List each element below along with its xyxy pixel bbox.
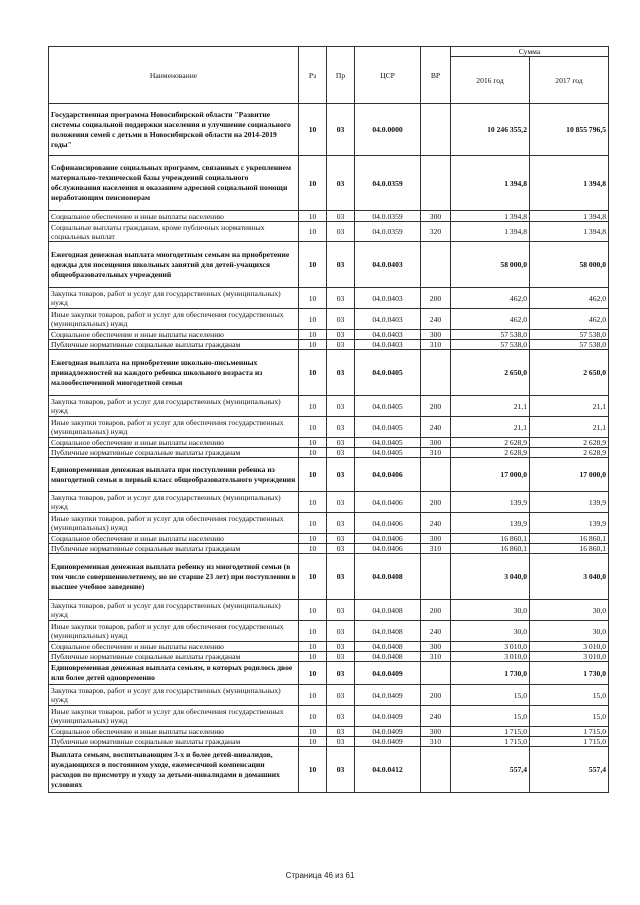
table-row — [49, 534, 609, 544]
row-pr: 03 — [327, 492, 355, 513]
row-rz: 10 — [299, 350, 327, 396]
row-sum-2017: 3 010,0 — [530, 642, 609, 652]
row-csr: 04.0.0406 — [355, 492, 421, 513]
row-pr: 03 — [327, 222, 355, 242]
row-name: Публичные нормативные социальные выплаты гражданам — [49, 340, 299, 350]
row-rz: 10 — [299, 685, 327, 706]
table-row — [49, 706, 609, 727]
table-row — [49, 396, 609, 417]
row-rz: 10 — [299, 600, 327, 621]
row-csr: 04.0.0409 — [355, 727, 421, 737]
row-sum-2016: 2 628,9 — [451, 438, 530, 448]
row-csr: 04.0.0406 — [355, 544, 421, 554]
row-name: Социальное обеспечение и иные выплаты населению — [49, 211, 299, 222]
row-sum-2016: 3 010,0 — [451, 642, 530, 652]
row-rz: 10 — [299, 309, 327, 330]
row-pr: 03 — [327, 642, 355, 652]
row-sum-2016: 21,1 — [451, 396, 530, 417]
row-sum-2016: 139,9 — [451, 492, 530, 513]
row-rz: 10 — [299, 156, 327, 211]
table-row — [49, 737, 609, 747]
row-csr: 04.0.0405 — [355, 448, 421, 458]
row-csr: 04.0.0359 — [355, 211, 421, 222]
table-row — [49, 438, 609, 448]
row-sum-2017: 1 394,8 — [530, 211, 609, 222]
row-name: Иные закупки товаров, работ и услуг для обеспечения государственных (муниципальных) нужд — [49, 621, 299, 642]
table-row — [49, 242, 609, 288]
row-name: Социальное обеспечение и иные выплаты населению — [49, 438, 299, 448]
row-sum-2016: 139,9 — [451, 513, 530, 534]
row-sum-2016: 16 860,1 — [451, 534, 530, 544]
row-sum-2017: 10 855 796,5 — [530, 104, 609, 156]
row-csr: 04.0.0405 — [355, 350, 421, 396]
row-rz: 10 — [299, 458, 327, 492]
table-row — [49, 458, 609, 492]
row-sum-2016: 16 860,1 — [451, 544, 530, 554]
row-vr: 200 — [421, 492, 451, 513]
row-sum-2017: 16 860,1 — [530, 534, 609, 544]
row-vr: 300 — [421, 211, 451, 222]
row-sum-2016: 2 628,9 — [451, 448, 530, 458]
row-csr: 04.0.0409 — [355, 685, 421, 706]
row-csr: 04.0.0409 — [355, 737, 421, 747]
table-row — [49, 662, 609, 685]
row-sum-2016: 30,0 — [451, 621, 530, 642]
table-row — [49, 554, 609, 600]
row-rz: 10 — [299, 288, 327, 309]
row-sum-2016: 1 394,8 — [451, 222, 530, 242]
row-pr: 03 — [327, 288, 355, 309]
row-vr: 240 — [421, 621, 451, 642]
row-vr: 310 — [421, 448, 451, 458]
row-rz: 10 — [299, 534, 327, 544]
row-name: Единовременная денежная выплата семьям, в которых родилось двое или более детей одновременно — [49, 662, 299, 685]
row-rz: 10 — [299, 448, 327, 458]
row-sum-2016: 1 394,8 — [451, 211, 530, 222]
row-sum-2017: 462,0 — [530, 309, 609, 330]
row-name: Иные закупки товаров, работ и услуг для обеспечения государственных (муниципальных) нужд — [49, 706, 299, 727]
row-sum-2016: 3 010,0 — [451, 652, 530, 662]
header-sum: Сумма — [451, 47, 609, 57]
row-sum-2016: 15,0 — [451, 706, 530, 727]
row-name: Публичные нормативные социальные выплаты гражданам — [49, 652, 299, 662]
row-sum-2017: 57 538,0 — [530, 340, 609, 350]
row-rz: 10 — [299, 330, 327, 340]
row-vr: 300 — [421, 438, 451, 448]
table-row — [49, 685, 609, 706]
row-name: Выплата семьям, воспитывающим 3-х и более детей-инвалидов, нуждающихся в постоянном уходе, ежемесячной компенсации расходов по присмотру и уходу за детьми-инвалидами в домашних условиях — [49, 747, 299, 793]
budget-table — [48, 46, 609, 793]
row-name: Закупка товаров, работ и услуг для государственных (муниципальных) нужд — [49, 685, 299, 706]
table-row — [49, 211, 609, 222]
row-sum-2017: 3 040,0 — [530, 554, 609, 600]
row-pr: 03 — [327, 621, 355, 642]
row-name: Публичные нормативные социальные выплаты гражданам — [49, 448, 299, 458]
row-sum-2017: 3 010,0 — [530, 652, 609, 662]
table-row — [49, 288, 609, 309]
row-sum-2017: 58 000,0 — [530, 242, 609, 288]
row-csr: 04.0.0409 — [355, 706, 421, 727]
row-pr: 03 — [327, 156, 355, 211]
row-vr — [421, 662, 451, 685]
row-sum-2017: 139,9 — [530, 513, 609, 534]
row-name: Государственная программа Новосибирской области "Развитие системы социальной поддержки населения и улучшение социального положения семей с детьми в Новосибирской области на 2014-2019 годы" — [49, 104, 299, 156]
row-pr: 03 — [327, 544, 355, 554]
row-pr: 03 — [327, 438, 355, 448]
row-vr: 320 — [421, 222, 451, 242]
row-vr: 310 — [421, 652, 451, 662]
row-sum-2017: 1 715,0 — [530, 727, 609, 737]
row-sum-2016: 2 650,0 — [451, 350, 530, 396]
row-csr: 04.0.0405 — [355, 438, 421, 448]
row-sum-2016: 30,0 — [451, 600, 530, 621]
row-csr: 04.0.0412 — [355, 747, 421, 793]
row-vr: 310 — [421, 737, 451, 747]
row-pr: 03 — [327, 534, 355, 544]
row-pr: 03 — [327, 727, 355, 737]
table-header-row-1 — [49, 47, 609, 57]
row-rz: 10 — [299, 554, 327, 600]
header-vr: ВР — [421, 47, 451, 104]
row-csr: 04.0.0406 — [355, 534, 421, 544]
row-vr — [421, 350, 451, 396]
row-pr: 03 — [327, 554, 355, 600]
table-row — [49, 156, 609, 211]
row-vr — [421, 242, 451, 288]
row-pr: 03 — [327, 104, 355, 156]
row-csr: 04.0.0408 — [355, 621, 421, 642]
header-csr: ЦСР — [355, 47, 421, 104]
row-sum-2016: 1 394,8 — [451, 156, 530, 211]
row-sum-2016: 1 730,0 — [451, 662, 530, 685]
document-page — [48, 46, 608, 793]
row-vr: 300 — [421, 534, 451, 544]
row-sum-2017: 15,0 — [530, 706, 609, 727]
row-pr: 03 — [327, 350, 355, 396]
row-name: Социальное обеспечение и иные выплаты населению — [49, 330, 299, 340]
row-sum-2017: 1 715,0 — [530, 737, 609, 747]
row-sum-2017: 1 394,8 — [530, 156, 609, 211]
row-vr — [421, 747, 451, 793]
row-name: Иные закупки товаров, работ и услуг для обеспечения государственных (муниципальных) нужд — [49, 417, 299, 438]
row-pr: 03 — [327, 309, 355, 330]
row-name: Иные закупки товаров, работ и услуг для обеспечения государственных (муниципальных) нужд — [49, 513, 299, 534]
table-row — [49, 621, 609, 642]
row-name: Закупка товаров, работ и услуг для государственных (муниципальных) нужд — [49, 600, 299, 621]
row-csr: 04.0.0408 — [355, 642, 421, 652]
row-csr: 04.0.0359 — [355, 222, 421, 242]
row-csr: 04.0.0000 — [355, 104, 421, 156]
row-sum-2017: 2 650,0 — [530, 350, 609, 396]
row-sum-2017: 2 628,9 — [530, 438, 609, 448]
table-row — [49, 492, 609, 513]
row-sum-2016: 1 715,0 — [451, 727, 530, 737]
row-csr: 04.0.0405 — [355, 396, 421, 417]
row-sum-2016: 1 715,0 — [451, 737, 530, 747]
row-rz: 10 — [299, 396, 327, 417]
row-rz: 10 — [299, 652, 327, 662]
row-name: Публичные нормативные социальные выплаты гражданам — [49, 544, 299, 554]
row-rz: 10 — [299, 642, 327, 652]
header-pr: Пр — [327, 47, 355, 104]
row-vr: 200 — [421, 288, 451, 309]
table-row — [49, 513, 609, 534]
row-sum-2017: 21,1 — [530, 396, 609, 417]
row-rz: 10 — [299, 492, 327, 513]
row-pr: 03 — [327, 737, 355, 747]
table-row — [49, 309, 609, 330]
row-rz: 10 — [299, 417, 327, 438]
row-pr: 03 — [327, 242, 355, 288]
row-sum-2017: 2 628,9 — [530, 448, 609, 458]
row-pr: 03 — [327, 747, 355, 793]
row-name: Софинансирование социальных программ, связанных с укреплением материально-технической базы учреждений социального обслуживания населения и оказанием адресной социальной помощи неработающим пенсионерам — [49, 156, 299, 211]
row-name: Иные закупки товаров, работ и услуг для обеспечения государственных (муниципальных) нужд — [49, 309, 299, 330]
row-pr: 03 — [327, 458, 355, 492]
table-row — [49, 417, 609, 438]
row-sum-2016: 21,1 — [451, 417, 530, 438]
row-sum-2017: 1 730,0 — [530, 662, 609, 685]
row-vr: 240 — [421, 417, 451, 438]
row-sum-2016: 15,0 — [451, 685, 530, 706]
row-sum-2017: 16 860,1 — [530, 544, 609, 554]
row-sum-2017: 557,4 — [530, 747, 609, 793]
row-name: Ежегодная выплата на приобретение школьно-письменных принадлежностей на каждого ребенка школьного возраста из малообеспеченной многодетной семьи — [49, 350, 299, 396]
header-rz: Рз — [299, 47, 327, 104]
row-name: Публичные нормативные социальные выплаты гражданам — [49, 737, 299, 747]
row-sum-2016: 57 538,0 — [451, 330, 530, 340]
table-row — [49, 104, 609, 156]
row-csr: 04.0.0408 — [355, 600, 421, 621]
table-row — [49, 727, 609, 737]
row-vr: 240 — [421, 706, 451, 727]
row-sum-2016: 58 000,0 — [451, 242, 530, 288]
row-rz: 10 — [299, 438, 327, 448]
table-row — [49, 340, 609, 350]
row-vr — [421, 458, 451, 492]
row-csr: 04.0.0403 — [355, 330, 421, 340]
row-vr — [421, 156, 451, 211]
row-name: Единовременная денежная выплата ребенку из многодетной семьи (в том числе совершеннолетнему, но не старше 23 лет) при поступлении в высшее учебное заведение) — [49, 554, 299, 600]
row-sum-2016: 462,0 — [451, 288, 530, 309]
row-vr: 200 — [421, 685, 451, 706]
row-csr: 04.0.0403 — [355, 340, 421, 350]
row-sum-2017: 139,9 — [530, 492, 609, 513]
row-vr — [421, 104, 451, 156]
row-sum-2016: 17 000,0 — [451, 458, 530, 492]
row-pr: 03 — [327, 600, 355, 621]
row-rz: 10 — [299, 747, 327, 793]
table-row — [49, 652, 609, 662]
row-rz: 10 — [299, 104, 327, 156]
row-rz: 10 — [299, 544, 327, 554]
row-csr: 04.0.0359 — [355, 156, 421, 211]
row-vr: 310 — [421, 544, 451, 554]
row-vr: 300 — [421, 727, 451, 737]
row-sum-2017: 17 000,0 — [530, 458, 609, 492]
row-csr: 04.0.0403 — [355, 242, 421, 288]
row-vr: 300 — [421, 330, 451, 340]
row-sum-2016: 57 538,0 — [451, 340, 530, 350]
row-pr: 03 — [327, 662, 355, 685]
row-name: Социальные выплаты гражданам, кроме публичных нормативных социальных выплат — [49, 222, 299, 242]
row-sum-2017: 15,0 — [530, 685, 609, 706]
row-pr: 03 — [327, 417, 355, 438]
table-row — [49, 600, 609, 621]
row-sum-2017: 30,0 — [530, 621, 609, 642]
row-rz: 10 — [299, 222, 327, 242]
row-rz: 10 — [299, 621, 327, 642]
table-row — [49, 642, 609, 652]
row-rz: 10 — [299, 662, 327, 685]
row-name: Социальное обеспечение и иные выплаты населению — [49, 642, 299, 652]
row-rz: 10 — [299, 242, 327, 288]
row-pr: 03 — [327, 685, 355, 706]
header-2017: 2017 год — [530, 57, 609, 104]
row-name: Единовременная денежная выплата при поступлении ребенка из многодетной семьи в первый класс общеобразовательного учреждения — [49, 458, 299, 492]
row-csr: 04.0.0406 — [355, 513, 421, 534]
row-pr: 03 — [327, 340, 355, 350]
table-row — [49, 747, 609, 793]
row-csr: 04.0.0405 — [355, 417, 421, 438]
row-csr: 04.0.0406 — [355, 458, 421, 492]
row-pr: 03 — [327, 211, 355, 222]
header-name: Наименование — [49, 47, 299, 104]
row-sum-2016: 10 246 355,2 — [451, 104, 530, 156]
row-vr: 240 — [421, 513, 451, 534]
row-rz: 10 — [299, 706, 327, 727]
table-row — [49, 448, 609, 458]
table-row — [49, 222, 609, 242]
row-rz: 10 — [299, 211, 327, 222]
row-rz: 10 — [299, 340, 327, 350]
row-pr: 03 — [327, 513, 355, 534]
row-vr: 200 — [421, 600, 451, 621]
row-sum-2017: 1 394,8 — [530, 222, 609, 242]
row-csr: 04.0.0408 — [355, 652, 421, 662]
row-csr: 04.0.0409 — [355, 662, 421, 685]
row-name: Социальное обеспечение и иные выплаты населению — [49, 534, 299, 544]
row-rz: 10 — [299, 513, 327, 534]
table-row — [49, 330, 609, 340]
row-sum-2017: 462,0 — [530, 288, 609, 309]
row-vr: 200 — [421, 396, 451, 417]
row-sum-2017: 30,0 — [530, 600, 609, 621]
row-name: Закупка товаров, работ и услуг для государственных (муниципальных) нужд — [49, 396, 299, 417]
header-2016: 2016 год — [451, 57, 530, 104]
row-name: Социальное обеспечение и иные выплаты населению — [49, 727, 299, 737]
row-name: Закупка товаров, работ и услуг для государственных (муниципальных) нужд — [49, 288, 299, 309]
row-sum-2017: 21,1 — [530, 417, 609, 438]
row-pr: 03 — [327, 652, 355, 662]
row-sum-2016: 3 040,0 — [451, 554, 530, 600]
table-row — [49, 544, 609, 554]
page-number: Страница 46 из 61 — [285, 871, 355, 880]
row-csr: 04.0.0403 — [355, 288, 421, 309]
row-rz: 10 — [299, 737, 327, 747]
row-sum-2016: 557,4 — [451, 747, 530, 793]
row-vr: 310 — [421, 340, 451, 350]
table-row — [49, 350, 609, 396]
row-sum-2017: 57 538,0 — [530, 330, 609, 340]
row-sum-2016: 462,0 — [451, 309, 530, 330]
row-name: Закупка товаров, работ и услуг для государственных (муниципальных) нужд — [49, 492, 299, 513]
table-body — [49, 104, 609, 793]
row-pr: 03 — [327, 330, 355, 340]
row-vr — [421, 554, 451, 600]
row-vr: 240 — [421, 309, 451, 330]
row-pr: 03 — [327, 448, 355, 458]
row-csr: 04.0.0403 — [355, 309, 421, 330]
row-pr: 03 — [327, 396, 355, 417]
row-vr: 300 — [421, 642, 451, 652]
row-pr: 03 — [327, 706, 355, 727]
row-csr: 04.0.0408 — [355, 554, 421, 600]
row-name: Ежегодная денежная выплата многодетным семьям на приобретение одежды для посещения школьных занятий для детей-учащихся общеобразовательных учреждений — [49, 242, 299, 288]
row-rz: 10 — [299, 727, 327, 737]
